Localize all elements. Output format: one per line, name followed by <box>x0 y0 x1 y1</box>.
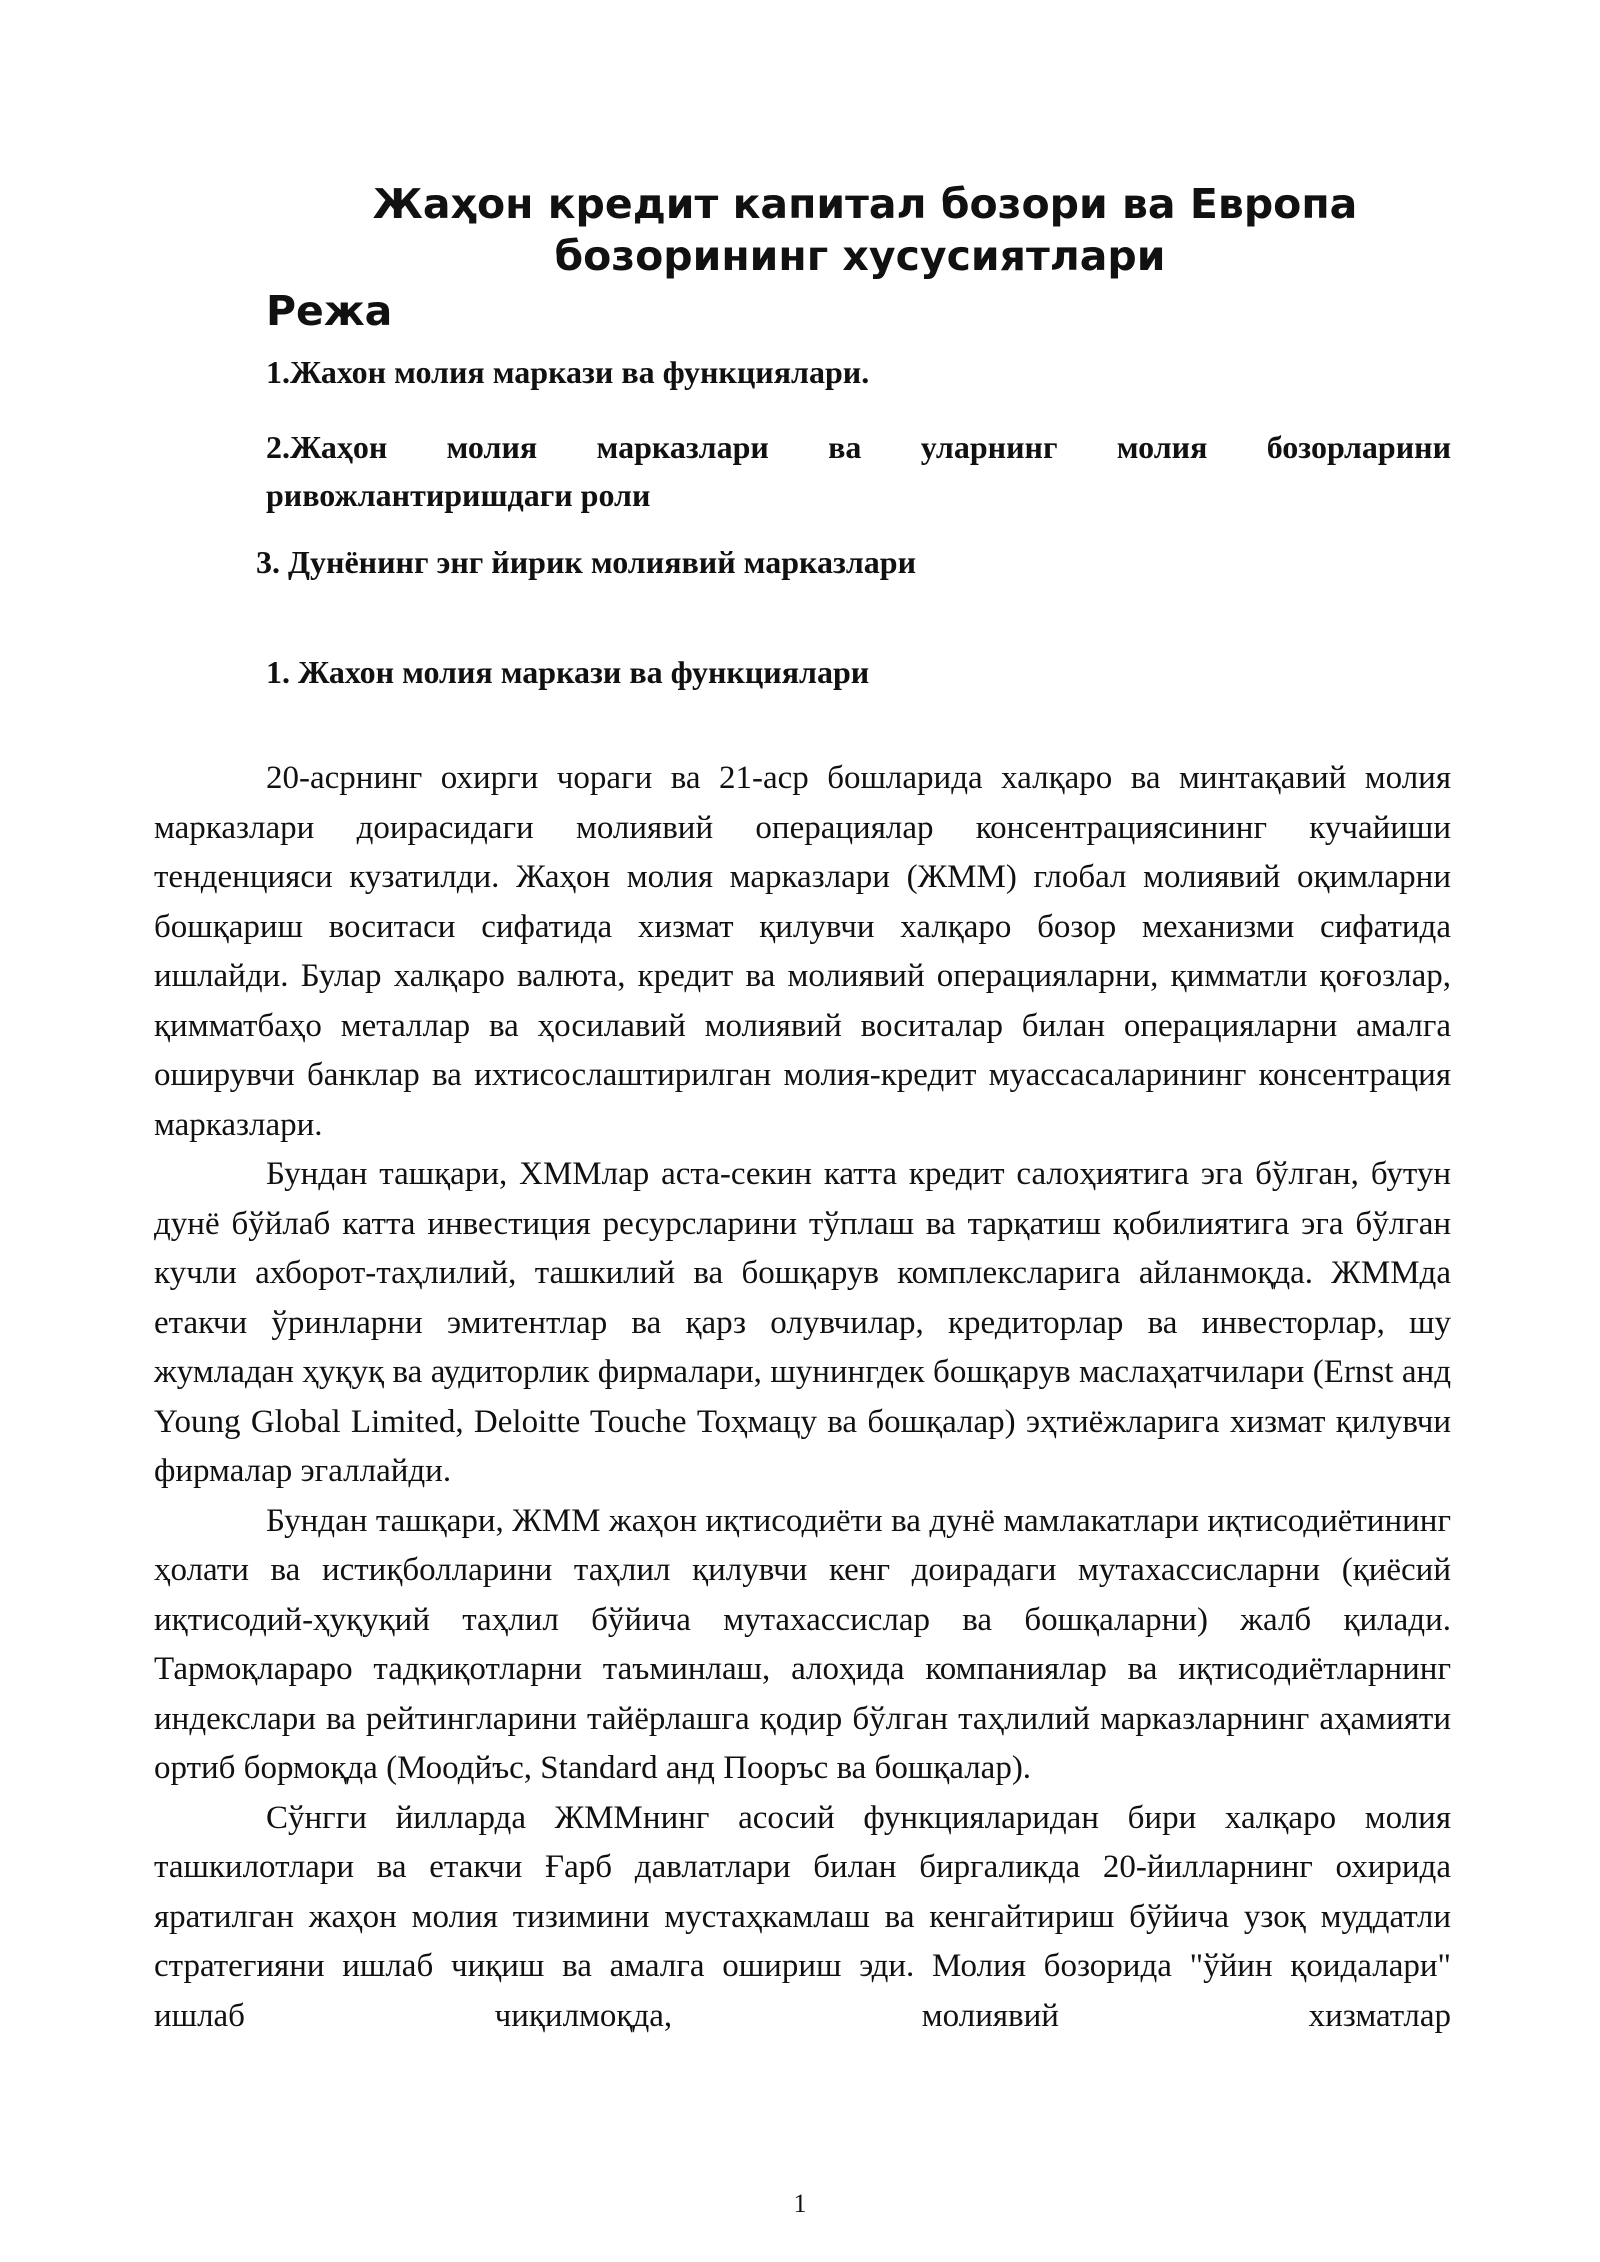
paragraph-1: 20-асрнинг охирги чораги ва 21-аср бошларида халқаро ва минтақавий молия марказлари доирасидаги молиявий операциялар консентрациясининг кучайиши тенденцияси кузатилди. Жаҳон молия марказлари (ЖММ) глобал молиявий оқимларни бошқариш воситаси сифатида хизмат қилувчи халқаро бозор механизми сифатида ишлайди. Булар халқаро валюта, кредит ва молиявий операцияларни, қимматли қоғозлар, қимматбаҳо металлар ва ҳосилавий молиявий воситалар билан операцияларни амалга оширувчи банклар ва ихтисослаштирилган молия-кредит муассасаларининг консентрация марказлари. <box>154 760 1451 1143</box>
section-heading: 1. Жахон молия маркази ва функциялари <box>266 654 870 690</box>
page-number: 1 <box>793 2189 807 2218</box>
plan-heading: Режа <box>266 287 393 335</box>
paragraph-2: Бундан ташқари, ХММлар аста-секин катта кредит салоҳиятига эга бўлган, бутун дунё бўйлаб катта инвестиция ресурсларини тўплаш ва тарқатиш қобилиятига эга бўлган кучли ахборот-таҳлилий, ташкилий ва бошқарув комплексларига айланмоқда. ЖММда етакчи ўринларни эмитентлар ва қарз олувчилар, кредиторлар ва инвесторлар, шу жумладан ҳуқуқ ва аудиторлик фирмалари, шунингдек бошқарув маслаҳатчилари (Ernst анд Young Global Limited, Deloitte Touche Тоҳмацу ва бошқалар) эҳтиёжларига хизмат қилувчи фирмалар эгаллайди. <box>154 1156 1451 1489</box>
title-line-1: Жаҳон кредит капитал бозори ва Европа <box>372 180 1358 228</box>
document-title <box>0 178 1600 282</box>
plan-item-2: 2.Жаҳон молия марказлари ва уларнинг молия бозорларини ривожлантиришдаги роли <box>266 429 1451 513</box>
plan-item-3: 3. Дунёнинг энг йирик молиявий марказлари <box>256 544 917 580</box>
title-line-2: бозорининг хусусиятлари <box>554 232 1166 280</box>
body-text <box>154 754 1451 2041</box>
plan-item-1: 1.Жахон молия маркази ва функциялари. <box>266 354 870 390</box>
paragraph-3: Бундан ташқари, ЖММ жаҳон иқтисодиёти ва дунё мамлакатлари иқтисодиётининг ҳолати ва истиқболларини таҳлил қилувчи кенг доирадаги мутахассисларни (қиёсий иқтисодий-ҳуқуқий таҳлил бўйича мутахассислар ва бошқаларни) жалб қилади. Тармоқлараро тадқиқотларни таъминлаш, алоҳида компаниялар ва иқтисодиётларнинг индекслари ва рейтингларини тайёрлашга қодир бўлган таҳлилий марказларнинг аҳамияти ортиб бормоқда (Моодйъс, Standard анд Пооръс ва бошқалар). <box>154 1502 1451 1786</box>
paragraph-4: Сўнгги йилларда ЖММнинг асосий функцияларидан бири халқаро молия ташкилотлари ва етакчи Ғарб давлатлари билан биргаликда 20-йилларнинг охирида яратилган жаҳон молия тизимини мустаҳкамлаш ва кенгайтириш бўйича узоқ муддатли стратегияни ишлаб чиқиш ва амалга ошириш эди. Молия бозорида "ўйин қоидалари" ишлаб чиқилмоқда, молиявий хизматлар <box>154 1799 1451 2034</box>
